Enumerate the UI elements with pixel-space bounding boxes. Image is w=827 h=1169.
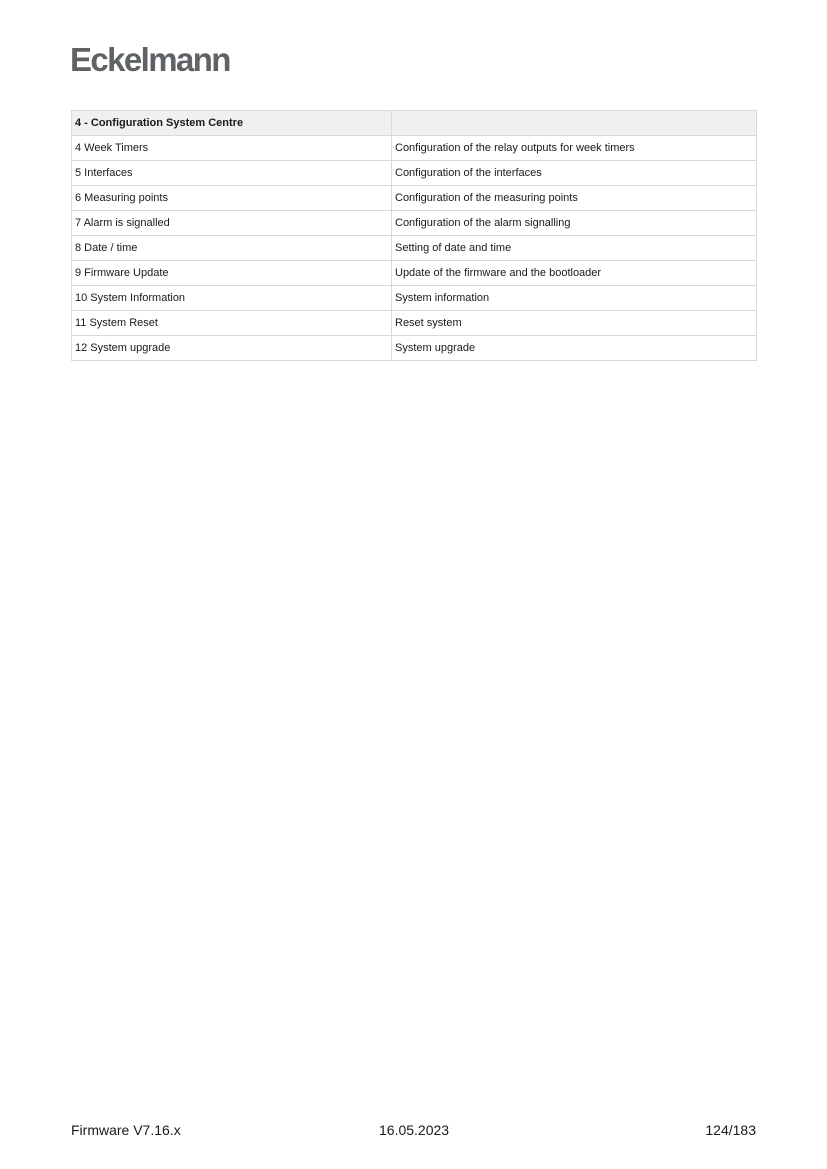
row-desc: System upgrade xyxy=(392,336,757,361)
row-item: 10 System Information xyxy=(72,286,392,311)
row-desc: System information xyxy=(392,286,757,311)
table-row xyxy=(72,286,757,311)
row-item: 6 Measuring points xyxy=(72,186,392,211)
table-heading-desc xyxy=(392,111,757,136)
table-row xyxy=(72,211,757,236)
table-row xyxy=(72,336,757,361)
row-desc: Setting of date and time xyxy=(392,236,757,261)
table-header-row xyxy=(72,111,757,136)
row-desc: Update of the firmware and the bootloader xyxy=(392,261,757,286)
table-row xyxy=(72,236,757,261)
row-item: 7 Alarm is signalled xyxy=(72,211,392,236)
row-item: 4 Week Timers xyxy=(72,136,392,161)
row-desc: Configuration of the measuring points xyxy=(392,186,757,211)
table-heading: 4 - Configuration System Centre xyxy=(72,111,392,136)
row-item: 9 Firmware Update xyxy=(72,261,392,286)
row-desc: Configuration of the relay outputs for week timers xyxy=(392,136,757,161)
table-row xyxy=(72,161,757,186)
row-item: 12 System upgrade xyxy=(72,336,392,361)
row-desc: Configuration of the interfaces xyxy=(392,161,757,186)
table-row xyxy=(72,186,757,211)
table-row xyxy=(72,261,757,286)
row-item: 8 Date / time xyxy=(72,236,392,261)
table-row xyxy=(72,136,757,161)
configuration-table xyxy=(71,110,757,361)
footer-date: 16.05.2023 xyxy=(379,1122,450,1138)
footer-firmware-version: Firmware V7.16.x xyxy=(71,1122,181,1138)
row-desc: Reset system xyxy=(392,311,757,336)
table-row xyxy=(72,311,757,336)
footer-page-number: 124/183 xyxy=(705,1122,756,1138)
row-item: 5 Interfaces xyxy=(72,161,392,186)
company-logo: Eckelmann xyxy=(70,41,230,78)
row-desc: Configuration of the alarm signalling xyxy=(392,211,757,236)
row-item: 11 System Reset xyxy=(72,311,392,336)
